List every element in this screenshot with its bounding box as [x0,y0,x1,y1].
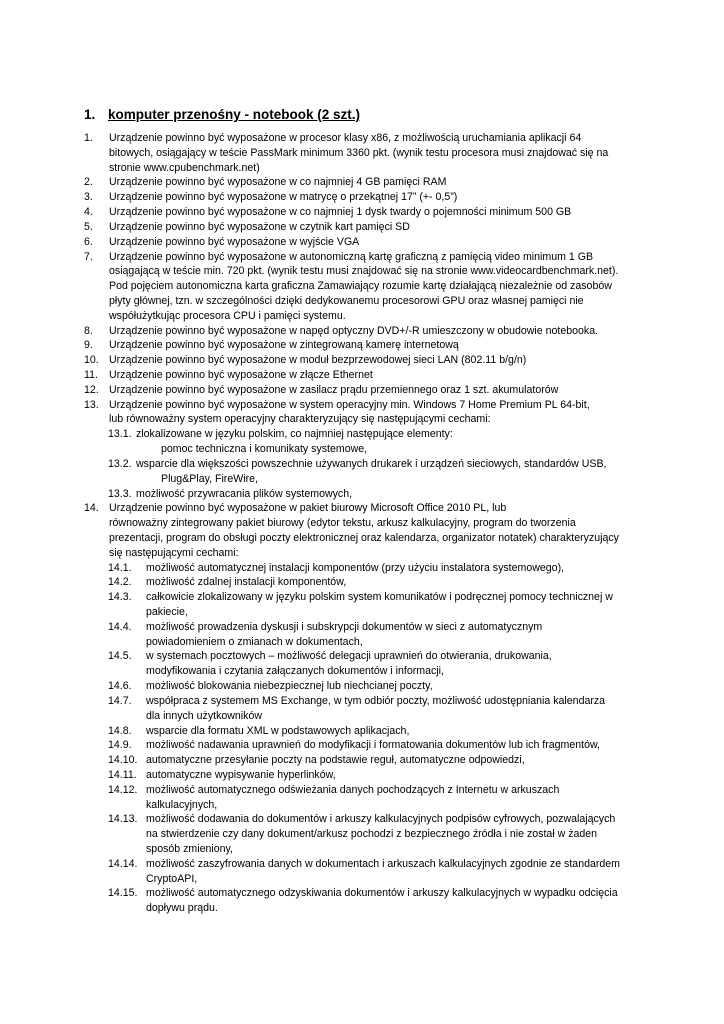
sub-item-line: dopływu prądu. [146,902,218,915]
list-item-line: Urządzenie powinno być wyposażone w pakiet biurowy Microsoft Office 2010 PL, lub [109,502,507,515]
sub-item-number: 14.4. [108,620,132,633]
sub-item [84,768,644,783]
sub-item-number: 13.2. [108,457,132,470]
sub-item [84,738,644,753]
sub-item-number: 14.9. [108,739,132,752]
sub-item [84,590,644,620]
list-item-number: 14. [84,502,99,515]
section-heading [84,106,360,124]
list-item-number: 12. [84,383,99,396]
list-item [84,353,644,368]
sub-item-line: automatyczne przesyłanie poczty na podstawie reguł, automatyczne odpowiedzi, [146,754,525,767]
sub-item-number: 14.11. [108,768,137,781]
sub-item-line: możliwość automatycznego odzyskiwania dokumentów i arkuszy kalkulacyjnych w wypadku odcięcia [146,887,618,900]
section-number: 1. [84,107,96,122]
sub-item-number: 14.15. [108,887,138,900]
sub-item-line: powiadomieniem o zmianach w dokumentach, [146,635,363,648]
sub-item-line: w systemach pocztowych – możliwość delegacji uprawnień do otwierania, drukowania, [146,650,552,663]
list-item [84,131,644,175]
sub-item-line: możliwość zdalnej instalacji komponentów, [146,576,347,589]
sub-item-line: dla innych użytkowników [146,709,262,722]
sub-item-line: wsparcie dla większości powszechnie używanych drukarek i urządzeń sieciowych, standardów USB, [136,457,607,470]
sub-item-line: możliwość blokowania niebezpiecznej lub niechcianej poczty, [146,680,433,693]
sub-item-line: kalkulacyjnych, [146,798,218,811]
list-item [84,383,644,398]
sub-item-line: pakiecie, [146,606,188,618]
sub-item-line: możliwość prowadzenia dyskusji i subskrypcji dokumentów w sieci z automatycznym [146,620,543,633]
list-item-line: Urządzenie powinno być wyposażone w co najmniej 4 GB pamięci RAM [109,176,447,189]
list-item-line: stronie www.cpubenchmark.net) [109,161,260,174]
list-item-line: Pod pojęciem autonomiczna karta graficzna Zamawiający rozumie kartę działającą niezależnie od zasobów [109,280,612,293]
sub-item-line: zlokalizowane w języku polskim, co najmniej następujące elementy: [136,428,453,441]
list-item-line: płyty głównej, tzn. w szczególności dzięki dedykowanemu procesorowi GPU oraz własnej pamięci nie [109,294,584,307]
sub-item-number: 14.14. [108,857,138,870]
sub-item [84,427,644,457]
sub-item-line: całkowicie zlokalizowany w języku polskim system komunikatów i podręcznej pomocy technicznej w [146,591,613,604]
sub-item [84,649,644,679]
sub-item [84,812,644,856]
sub-item [84,561,644,576]
sub-item-line: sposób zmieniony, [146,843,233,855]
list-item-number: 11. [84,369,98,381]
sub-item-line: CryptoAPI, [146,872,198,885]
list-item [84,250,644,324]
sub-item [84,886,644,916]
list-item-number: 8. [84,324,93,337]
list-item [84,235,644,250]
list-item-line: Urządzenie powinno być wyposażone w czytnik kart pamięci SD [109,220,410,233]
list-item-line: Urządzenie powinno być wyposażone w matrycę o przekątnej 17” (+- 0,5”) [109,191,458,204]
sub-item-number: 14.10. [108,754,138,767]
list-item-line: równoważny zintegrowany pakiet biurowy (edytor tekstu, arkusz kalkulacyjny, program do tworzenia [109,517,576,530]
sub-item-line: na stwierdzenie czy dany dokument/arkusz pochodzi z bezpiecznego źródła i nie został w żaden [146,828,598,841]
sub-item [84,457,644,487]
list-item-line: Urządzenie powinno być wyposażone w napęd optyczny DVD+/-R umieszczony w obudowie notebooka. [109,324,599,337]
list-item-line: osiągającą w teście min. 720 pkt. (wynik testu musi znajdować się na stronie www.videocardbenchmark.net). [109,265,619,278]
sub-item-number: 13.1. [108,428,132,441]
list-item-number: 4. [84,206,93,219]
sub-item-line: pomoc techniczna i komunikaty systemowe, [161,443,368,456]
sub-item [84,857,644,887]
list-item-number: 5. [84,220,93,233]
sub-item-line: możliwość automatycznego odświeżania danych pochodzących z Internetu w arkuszach [146,783,560,796]
sub-item-line: możliwość dodawania do dokumentów i arkuszy kalkulacyjnych podpisów cyfrowych, pozwalających [146,813,616,826]
sub-item-line: wsparcie dla formatu XML w podstawowych aplikacjach, [146,724,410,737]
sub-item-line: możliwość nadawania uprawnień do modyfikacji i formatowania dokumentów lub ich fragmentów, [146,739,600,752]
sub-item-line: modyfikowania i czytania załączanych dokumentów i informacji, [146,665,444,678]
sub-item-number: 14.13. [108,813,138,826]
sub-item [84,783,644,813]
sub-item-line: możliwość przywracania plików systemowych, [136,487,353,500]
list-item-line: Urządzenie powinno być wyposażone w moduł bezprzewodowej sieci LAN (802.11 b/g/n) [109,354,527,367]
list-item [84,175,644,190]
list-item [84,501,644,560]
list-item [84,338,644,353]
sub-item-number: 14.1. [108,561,132,574]
list-item-number: 1. [84,132,93,144]
sub-item-number: 14.6. [108,680,132,693]
list-item-line: współużytkując procesora CPU i pamięci systemu. [109,309,346,322]
list-item [84,324,644,339]
list-item-number: 9. [84,339,93,352]
list-item-line: Urządzenie powinno być wyposażone w autonomiczną kartę graficzną z pamięcią video minimum 1 GB [109,250,594,263]
sub-item-line: Plug&Play, FireWire, [161,472,258,485]
sub-item-line: współpraca z systemem MS Exchange, w tym odbiór poczty, możliwość udostępniania kalendarza [146,694,606,707]
sub-item-number: 14.5. [108,650,132,663]
list-item-line: Urządzenie powinno być wyposażone w system operacyjny min. Windows 7 Home Premium PL 64-bit, [109,398,590,411]
sub-item-number: 14.12. [108,783,138,796]
sub-item-line: możliwość automatycznej instalacji komponentów (przy użyciu instalatora systemowego), [146,561,565,574]
section-title: komputer przenośny - notebook (2 szt.) [108,107,361,122]
sub-item [84,487,644,502]
list-item-number: 10. [84,354,99,367]
sub-item [84,575,644,590]
list-item [84,368,644,383]
list-item-line: Urządzenie powinno być wyposażone w złącze Ethernet [109,369,373,381]
sub-item [84,620,644,650]
list-item [84,190,644,205]
sub-item [84,753,644,768]
sub-item-number: 13.3. [108,487,132,500]
list-item-line: prezentacji, program do obsługi poczty elektronicznej oraz kalendarza, organizator notatek) charakteryzujący [109,531,619,544]
sub-item-line: automatyczne wypisywanie hyperlinków, [146,768,336,781]
sub-item [84,679,644,694]
list-item-line: Urządzenie powinno być wyposażone w zasilacz prądu przemiennego oraz 1 szt. akumulatorów [109,383,559,396]
list-item-line: Urządzenie powinno być wyposażone w wyjście VGA [109,235,360,248]
sub-item-line: możliwość zaszyfrowania danych w dokumentach i arkuszach kalkulacyjnych zgodnie ze standardem [146,857,621,870]
list-item-number: 2. [84,176,93,189]
sub-item-number: 14.3. [108,591,132,604]
list-item [84,398,644,428]
list-item-line: bitowych, osiągający w teście PassMark minimum 3360 pkt. (wynik testu procesora musi znajdować się na [109,146,609,159]
list-item-line: się następującymi cechami: [109,546,239,559]
list-item-number: 7. [84,250,93,263]
sub-item [84,724,644,739]
list-item-number: 6. [84,235,93,248]
sub-item-number: 14.2. [108,576,132,589]
list-item-number: 13. [84,398,99,411]
list-item-number: 3. [84,191,93,204]
list-item-line: Urządzenie powinno być wyposażone w co najmniej 1 dysk twardy o pojemności minimum 500 GB [109,206,572,219]
requirements-list [84,131,644,916]
list-item-line: Urządzenie powinno być wyposażone w zintegrowaną kamerę internetową [109,339,459,352]
list-item [84,205,644,220]
sub-item-number: 14.7. [108,694,132,707]
sub-item-number: 14.8. [108,724,132,737]
list-item [84,220,644,235]
list-item-line: Urządzenie powinno być wyposażone w procesor klasy x86, z możliwością uruchamiania aplikacji 64 [109,132,582,144]
sub-item [84,694,644,724]
list-item-line: lub równoważny system operacyjny charakteryzujący się następującymi cechami: [109,413,491,426]
